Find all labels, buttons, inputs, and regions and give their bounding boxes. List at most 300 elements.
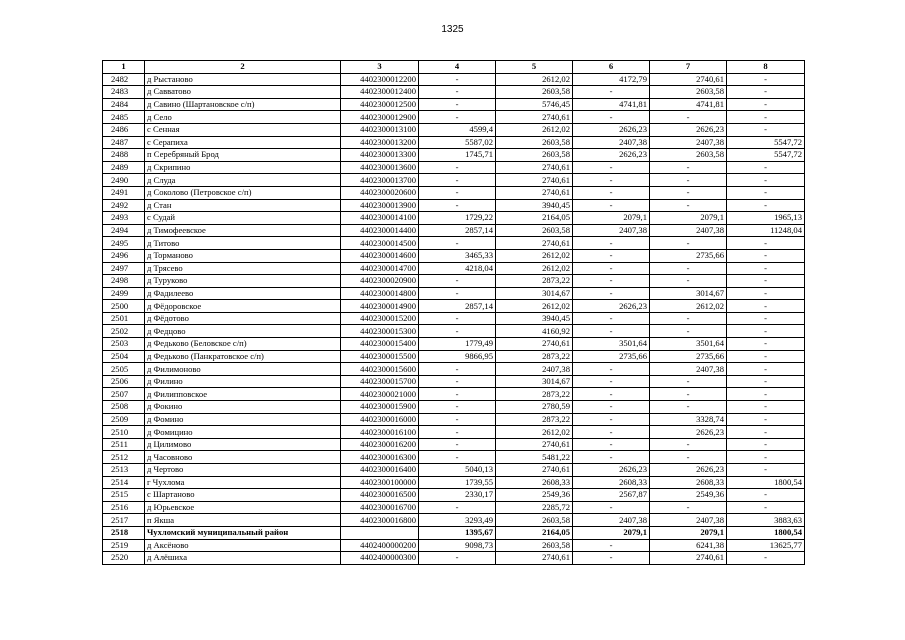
table-cell: 1779,49 [419,338,496,351]
table-cell: - [727,86,805,99]
table-row [103,338,805,351]
table-cell: - [573,161,650,174]
table-cell: 2626,23 [573,464,650,477]
table-cell: 4402300016200 [341,438,419,451]
column-header: 1 [103,61,145,74]
table-cell: 4402300015400 [341,338,419,351]
table-cell: - [727,413,805,426]
table-cell: 3328,74 [650,413,727,426]
table-cell: п Серебряный Брод [145,149,341,162]
table-row [103,464,805,477]
table-cell: 3501,64 [650,338,727,351]
table-cell: 4402300016000 [341,413,419,426]
table-cell: 2509 [103,413,145,426]
table-cell: - [419,287,496,300]
table-cell: 2603,58 [496,149,573,162]
table-cell: д Туруково [145,275,341,288]
table-cell: 2483 [103,86,145,99]
table-cell: - [727,552,805,565]
table-cell: 2520 [103,552,145,565]
table-cell: - [573,111,650,124]
table-cell: 4402300012200 [341,73,419,86]
column-header: 6 [573,61,650,74]
table-cell: - [573,275,650,288]
table-row [103,287,805,300]
table-cell: 2407,38 [573,224,650,237]
table-cell: 2740,61 [650,552,727,565]
table-cell: 5481,22 [496,451,573,464]
table-cell: - [727,401,805,414]
table-cell: 3014,67 [650,287,727,300]
table-cell: 2407,38 [573,514,650,527]
table-cell: 2780,59 [496,401,573,414]
table-cell: - [573,312,650,325]
table-cell: - [573,413,650,426]
table-cell: д Филимоново [145,363,341,376]
table-cell: - [727,287,805,300]
table-cell: г Чухлома [145,476,341,489]
table-cell: - [419,501,496,514]
table-cell: 2489 [103,161,145,174]
table-cell: 2079,1 [650,212,727,225]
table-cell: 2626,23 [573,123,650,136]
table-cell: 2740,61 [496,552,573,565]
table-cell: 2519 [103,539,145,552]
table-cell: 2079,1 [573,212,650,225]
table-cell: - [650,186,727,199]
table-cell: 2407,38 [496,363,573,376]
table-cell: 2740,61 [496,186,573,199]
table-cell: - [573,375,650,388]
table-cell: д Савино (Шартановское с/п) [145,98,341,111]
table-cell: д Юрьевское [145,501,341,514]
column-header: 2 [145,61,341,74]
table-cell: - [727,73,805,86]
column-header: 7 [650,61,727,74]
table-cell: 2490 [103,174,145,187]
table-cell: 2079,1 [573,526,650,539]
table-cell: д Савватово [145,86,341,99]
table-cell: - [727,174,805,187]
table-row [103,438,805,451]
table-cell: 4402300013700 [341,174,419,187]
table-cell: 3940,45 [496,199,573,212]
table-cell: - [419,161,496,174]
table-cell: - [727,161,805,174]
table-cell: д Фокино [145,401,341,414]
table-cell: - [727,464,805,477]
table-cell: 1965,13 [727,212,805,225]
table-cell: д Село [145,111,341,124]
table-cell: 4402300016500 [341,489,419,502]
table-cell: - [727,363,805,376]
table-cell: 2740,61 [496,161,573,174]
table-cell: - [650,438,727,451]
table-row [103,123,805,136]
table-cell: 2873,22 [496,275,573,288]
table-cell: 2164,05 [496,212,573,225]
table-cell: 2735,66 [650,249,727,262]
table-cell: Чухломский муниципальный район [145,526,341,539]
table-cell: 4402300012900 [341,111,419,124]
table-row [103,136,805,149]
table-cell: - [419,325,496,338]
table-cell: 2503 [103,338,145,351]
column-header: 5 [496,61,573,74]
table-cell: - [727,123,805,136]
table-cell: - [573,388,650,401]
table-cell: - [573,249,650,262]
table-cell: 2498 [103,275,145,288]
table-cell: 2407,38 [650,136,727,149]
table-cell: - [650,111,727,124]
table-cell: 4172,79 [573,73,650,86]
table-row [103,237,805,250]
table-cell: 2513 [103,464,145,477]
table-cell: 2873,22 [496,350,573,363]
table-cell: 2873,22 [496,413,573,426]
table-cell: - [650,161,727,174]
table-cell: 2511 [103,438,145,451]
table-cell: - [573,186,650,199]
table-cell: 2502 [103,325,145,338]
table-cell: 4402300100000 [341,476,419,489]
table-cell: 1800,54 [727,526,805,539]
table-cell: с Шартаново [145,489,341,502]
table-cell: 2515 [103,489,145,502]
table-cell: 2626,23 [650,123,727,136]
table-row [103,539,805,552]
table-cell: 4402300015900 [341,401,419,414]
table-cell: 2407,38 [573,136,650,149]
table-cell: 4402400000300 [341,552,419,565]
table-cell: - [419,186,496,199]
table-cell: 2740,61 [496,464,573,477]
table-cell: 4402300013600 [341,161,419,174]
table-cell: 2516 [103,501,145,514]
table-cell: 4402300013200 [341,136,419,149]
table-cell: 3883,63 [727,514,805,527]
table-cell: 2612,02 [496,249,573,262]
table-cell: 2608,33 [650,476,727,489]
table-cell: 2486 [103,123,145,136]
table-cell: 2626,23 [650,426,727,439]
table-row [103,98,805,111]
table-cell: 5040,13 [419,464,496,477]
table-cell: 4402300016100 [341,426,419,439]
table-cell: 4218,04 [419,262,496,275]
table-row [103,149,805,162]
table-cell: - [650,199,727,212]
table-cell: 4402300014900 [341,300,419,313]
table-cell: д Чертово [145,464,341,477]
table-header-row [103,61,805,74]
table-cell: - [419,388,496,401]
table-row [103,350,805,363]
table-cell: 2508 [103,401,145,414]
table-cell: 4402300015600 [341,363,419,376]
table-cell: 4402300015300 [341,325,419,338]
table-cell: - [727,451,805,464]
table-cell: 2164,05 [496,526,573,539]
table-cell: д Фёдотово [145,312,341,325]
table-row [103,489,805,502]
table-row [103,375,805,388]
table-row [103,413,805,426]
table-cell: 2873,22 [496,388,573,401]
table-cell: 4402300014400 [341,224,419,237]
table-row [103,212,805,225]
table-cell: - [727,338,805,351]
table-cell: 2482 [103,73,145,86]
table-cell: 4402400000200 [341,539,419,552]
table-cell: - [727,300,805,313]
table-cell: - [727,325,805,338]
table-row [103,249,805,262]
table-cell: 2612,02 [650,300,727,313]
table-row [103,312,805,325]
table-cell: - [419,363,496,376]
table-cell: 4402300014100 [341,212,419,225]
table-cell: 4402300020600 [341,186,419,199]
table-cell [341,526,419,539]
table-cell: 2612,02 [496,73,573,86]
table-cell: д Федьково (Панкратовское с/п) [145,350,341,363]
table-cell: 4402300016800 [341,514,419,527]
table-cell: - [727,237,805,250]
table-cell: 2612,02 [496,262,573,275]
table-cell: - [650,237,727,250]
table-cell: - [419,426,496,439]
table-cell: 5547,72 [727,149,805,162]
table-cell: 2079,1 [650,526,727,539]
table-cell: д Аксёново [145,539,341,552]
table-cell: д Титово [145,237,341,250]
table-cell: д Стан [145,199,341,212]
table-cell: 3014,67 [496,287,573,300]
table-cell: 3293,49 [419,514,496,527]
table-cell: 2491 [103,186,145,199]
table-cell: 4160,92 [496,325,573,338]
table-cell: - [419,199,496,212]
table-cell: 2608,33 [573,476,650,489]
table-cell: 2485 [103,111,145,124]
table-cell: д Часовново [145,451,341,464]
table-row [103,186,805,199]
table-cell: - [573,237,650,250]
table-cell: - [573,451,650,464]
table-row [103,111,805,124]
table-row [103,426,805,439]
table-cell: 4741,81 [573,98,650,111]
table-cell: 4402300014600 [341,249,419,262]
table-cell: 2518 [103,526,145,539]
table-cell: 3465,33 [419,249,496,262]
table-cell: - [727,426,805,439]
table-cell: д Алёшиха [145,552,341,565]
table-cell: 1729,22 [419,212,496,225]
table-row [103,526,805,539]
table-cell: 2603,58 [496,136,573,149]
table-cell: 2612,02 [496,123,573,136]
table-cell: 1739,55 [419,476,496,489]
table-body [103,73,805,564]
table-cell: 2407,38 [650,514,727,527]
table-cell: 4402300020900 [341,275,419,288]
table-cell: 1745,71 [419,149,496,162]
table-cell: д Федцово [145,325,341,338]
table-cell: 2493 [103,212,145,225]
table-cell: 4402300016300 [341,451,419,464]
table-cell: - [727,438,805,451]
table-cell: 2740,61 [496,174,573,187]
page-number: 1325 [441,24,464,35]
table-cell: - [573,401,650,414]
table-cell: - [727,275,805,288]
table-cell: д Соколово (Петровское с/п) [145,186,341,199]
table-cell: - [727,388,805,401]
table-cell: 2740,61 [650,73,727,86]
table-cell: - [650,312,727,325]
table-cell: - [650,451,727,464]
table-cell: - [727,111,805,124]
table-row [103,300,805,313]
table-cell: 2505 [103,363,145,376]
table-cell: д Торманово [145,249,341,262]
table-cell: 3014,67 [496,375,573,388]
table-cell: 4402300015500 [341,350,419,363]
table-cell: 4599,4 [419,123,496,136]
table-row [103,73,805,86]
table-cell: 2517 [103,514,145,527]
table-cell: - [650,388,727,401]
table-cell: 4402300013100 [341,123,419,136]
table-cell: 2603,58 [496,539,573,552]
table-cell: - [727,375,805,388]
table-cell: 2510 [103,426,145,439]
table-cell: - [727,350,805,363]
table-row [103,224,805,237]
table-cell: - [727,98,805,111]
table-cell: 6241,38 [650,539,727,552]
table-cell: - [573,539,650,552]
table-row [103,514,805,527]
table-cell: - [419,237,496,250]
table-cell: 2603,58 [496,224,573,237]
table-cell: 2740,61 [496,438,573,451]
table-cell: д Филипповское [145,388,341,401]
table-cell: - [727,262,805,275]
table-row [103,174,805,187]
table-cell: - [573,363,650,376]
table-cell: 2549,36 [650,489,727,502]
table-cell: д Слуда [145,174,341,187]
table-cell: - [573,552,650,565]
table-cell: - [573,174,650,187]
table-cell: 3501,64 [573,338,650,351]
table-cell: 4402300013900 [341,199,419,212]
table-cell: 2495 [103,237,145,250]
table-cell: д Тимофеевское [145,224,341,237]
table-cell: 2285,72 [496,501,573,514]
table-cell: д Трясево [145,262,341,275]
table-cell: 4741,81 [650,98,727,111]
table-cell: 5547,72 [727,136,805,149]
table-cell: 4402300014800 [341,287,419,300]
table-cell: 2507 [103,388,145,401]
table-cell: 2603,58 [496,514,573,527]
table-cell: 2407,38 [650,363,727,376]
table-cell: - [419,552,496,565]
table-cell: - [419,312,496,325]
table-cell: 9866,95 [419,350,496,363]
table-cell: 2407,38 [650,224,727,237]
table-cell: 2740,61 [496,111,573,124]
table-cell: с Сенная [145,123,341,136]
table-cell: 2603,58 [650,149,727,162]
table-cell: д Скрипино [145,161,341,174]
table-cell: 2603,58 [496,86,573,99]
table-cell: 2626,23 [573,300,650,313]
table-cell: 1800,54 [727,476,805,489]
table-cell: 2857,14 [419,224,496,237]
table-cell: - [573,501,650,514]
table-cell: с Судай [145,212,341,225]
table-cell: - [650,325,727,338]
table-cell: 2488 [103,149,145,162]
table-cell: - [419,451,496,464]
table-row [103,199,805,212]
table-cell: 2494 [103,224,145,237]
table-cell: 4402300015700 [341,375,419,388]
table-cell: д Цилимово [145,438,341,451]
table-cell: 4402300014700 [341,262,419,275]
table-row [103,501,805,514]
table-row [103,363,805,376]
table-cell: д Рыстаново [145,73,341,86]
table-cell: д Фомино [145,413,341,426]
table-cell: 2499 [103,287,145,300]
table-cell: 4402300021000 [341,388,419,401]
table-cell: 2500 [103,300,145,313]
table-cell: 2626,23 [650,464,727,477]
column-header: 8 [727,61,805,74]
table-row [103,401,805,414]
table-cell: д Фёдоровское [145,300,341,313]
table-cell: 2512 [103,451,145,464]
table-cell: 4402300016400 [341,464,419,477]
table-cell: 2504 [103,350,145,363]
table-row [103,86,805,99]
table-cell: 5587,02 [419,136,496,149]
table-cell: 4402300014500 [341,237,419,250]
table-row [103,325,805,338]
table-cell: д Фомицино [145,426,341,439]
table-row [103,388,805,401]
table-cell: - [573,426,650,439]
table-cell: 2608,33 [496,476,573,489]
table-cell: - [419,73,496,86]
table-cell: 2487 [103,136,145,149]
table-row [103,476,805,489]
table-cell: 2735,66 [650,350,727,363]
table-cell: 2496 [103,249,145,262]
data-table [102,60,805,565]
table-cell: - [727,489,805,502]
table-cell: 2735,66 [573,350,650,363]
table-cell: 5746,45 [496,98,573,111]
table-cell: - [573,199,650,212]
